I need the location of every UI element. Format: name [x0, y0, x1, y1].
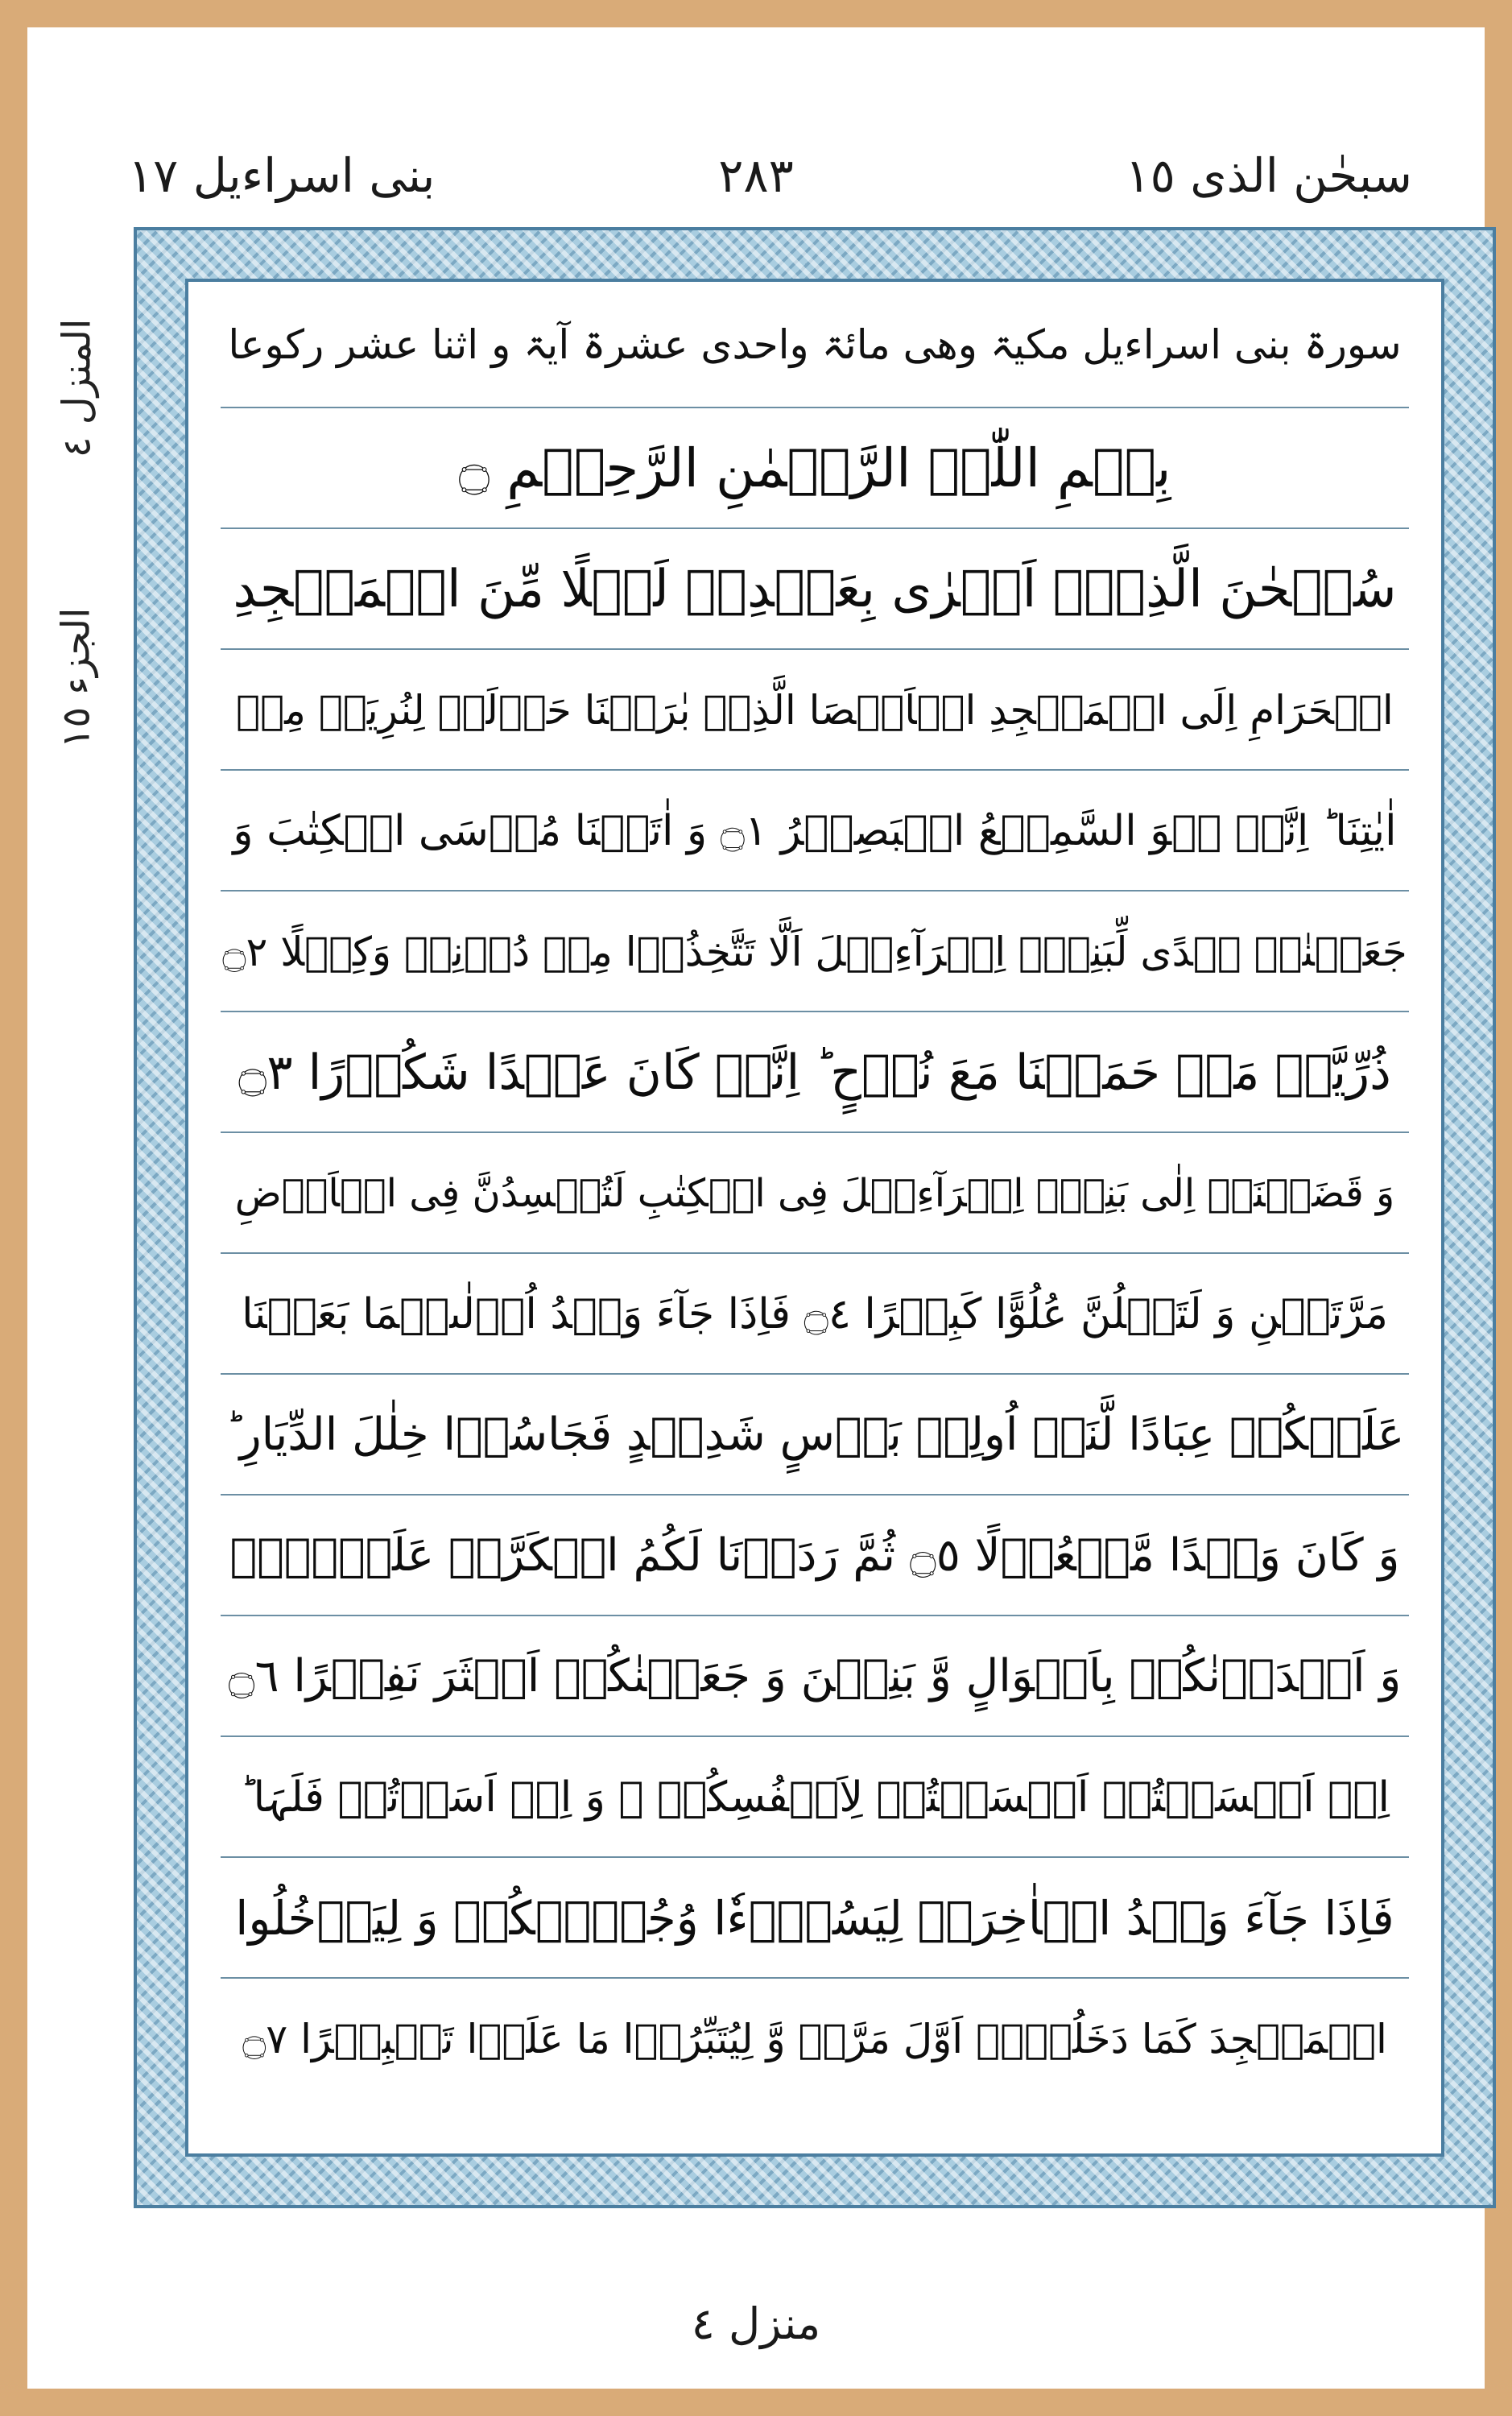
manzil-marker: المنزل ٤ — [54, 318, 100, 458]
text-line: سُبۡحٰنَ الَّذِیۡۤ اَسۡرٰی بِعَبۡدِہٖ لَیۡلًا مِّنَ الۡمَسۡجِدِ — [221, 527, 1409, 650]
text-line: اٰیٰتِنَا ؕ اِنَّہٗ ہُوَ السَّمِیۡعُ الۡبَصِیۡرُ ۝١ وَ اٰتَیۡنَا مُوۡسَی الۡکِتٰبَ وَ — [221, 769, 1409, 892]
text-line: جَعَلۡنٰہُ ہُدًی لِّبَنِیۡۤ اِسۡرَآءِیۡلَ اَلَّا تَتَّخِذُوۡا مِنۡ دُوۡنِیۡ وَکِیۡلًا ۝٢ — [221, 890, 1409, 1012]
text-line: ذُرِّیَّۃَ مَنۡ حَمَلۡنَا مَعَ نُوۡحٍ ؕ اِنَّہٗ کَانَ عَبۡدًا شَکُوۡرًا ۝٣ — [221, 1011, 1409, 1133]
text-panel — [185, 279, 1444, 2157]
text-line: وَ قَضَیۡنَاۤ اِلٰی بَنِیۡۤ اِسۡرَآءِیۡلَ فِی الۡکِتٰبِ لَتُفۡسِدُنَّ فِی الۡاَرۡضِ — [221, 1131, 1409, 1254]
juz-marker: الجزء ١٥ — [53, 607, 99, 749]
mushaf-page — [27, 27, 1485, 2389]
ornamental-border — [134, 227, 1496, 2208]
surah-name: بنی اسراءیل ١٧ — [128, 148, 436, 203]
text-line: الۡحَرَامِ اِلَی الۡمَسۡجِدِ الۡاَقۡصَا الَّذِیۡ بٰرَکۡنَا حَوۡلَہٗ لِنُرِیَہٗ مِنۡ — [221, 648, 1409, 771]
page-number: ٢٨٣ — [718, 148, 794, 203]
surah-title: سورۃ بنی اسراءیل مکیۃ وھی مائۃ واحدی عشرۃ آیۃ و اثنا عشر رکوعا — [228, 321, 1402, 368]
text-line: فَاِذَا جَآءَ وَعۡدُ الۡاٰخِرَۃِ لِیَسُوۡٓءٗا وُجُوۡہَکُمۡ وَ لِیَدۡخُلُوا — [221, 1856, 1409, 1979]
text-line: الۡمَسۡجِدَ کَمَا دَخَلُوۡہُ اَوَّلَ مَرَّۃٍ وَّ لِیُتَبِّرُوۡا مَا عَلَوۡا تَتۡبِیۡرًا ۝٧ — [221, 1977, 1409, 2100]
text-line: وَ اَمۡدَدۡنٰکُمۡ بِاَمۡوَالٍ وَّ بَنِیۡنَ وَ جَعَلۡنٰکُمۡ اَکۡثَرَ نَفِیۡرًا ۝٦ — [221, 1615, 1409, 1737]
manzil-footer: منزل ٤ — [691, 2298, 821, 2349]
juz-name: سبحٰن الذی ١٥ — [1125, 148, 1412, 203]
bismillah-line: بِسۡمِ اللّٰہِ الرَّحۡمٰنِ الرَّحِیۡمِ ۝ — [221, 407, 1409, 529]
text-line: وَ کَانَ وَعۡدًا مَّفۡعُوۡلًا ۝٥ ثُمَّ رَدَدۡنَا لَکُمُ الۡکَرَّۃَ عَلَیۡہِمۡ — [221, 1494, 1409, 1616]
text-line: اِنۡ اَحۡسَنۡتُمۡ اَحۡسَنۡتُمۡ لِاَنۡفُسِکُمۡ ۟ وَ اِنۡ اَسَاۡتُمۡ فَلَہَا ؕ — [221, 1735, 1409, 1858]
text-line: عَلَیۡکُمۡ عِبَادًا لَّنَاۤ اُولِیۡ بَاۡسٍ شَدِیۡدٍ فَجَاسُوۡا خِلٰلَ الدِّیَارِ ؕ — [221, 1373, 1409, 1496]
text-line: مَرَّتَیۡنِ وَ لَتَعۡلُنَّ عُلُوًّا کَبِیۡرًا ۝٤ فَاِذَا جَآءَ وَعۡدُ اُوۡلٰىہُمَا بَعَثۡنَا — [221, 1252, 1409, 1375]
